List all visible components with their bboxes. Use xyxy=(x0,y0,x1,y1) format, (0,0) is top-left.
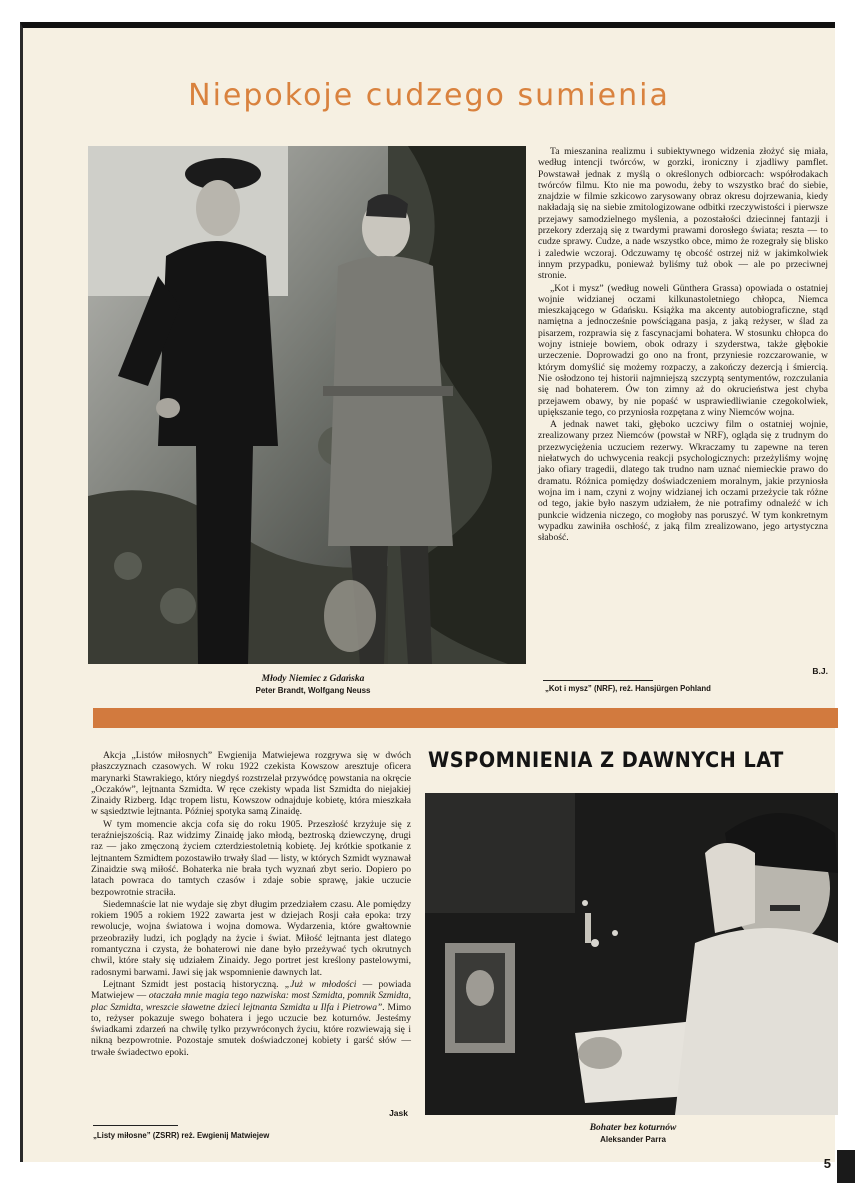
credit-divider-bottom xyxy=(93,1125,178,1126)
paragraph-last: Lejtnant Szmidt jest postacią historyczną. „Już w młodości — powiada Matwiejew — otaczała mnie magia tego nazwiska: most Szmidta, pomnik Szmidta, plac Szmidta, wreszcie sławetne dzieci lejtnanta Szmidta u Ilfa i Pietrowa”. Mimo to, reżyser pokazuje swego bohatera i jego uczucie bez koturnów. Jesteśmy świadkami zdarzeń na chwilę tylko przywróconych życiu, które rozwiewają się i nikną bezpowrotnie. Pozostaje smutek doświadczonej kobiety i garść słów — trwałe świadectwo epoki. xyxy=(91,978,412,1058)
photo-caption-credit: Peter Brandt, Wolfgang Neuss xyxy=(255,685,371,695)
scan-edge xyxy=(837,1150,855,1183)
film-credit-bottom: „Listy miłosne” (ZSRR) reż. Ewgienij Matwiejew xyxy=(93,1131,270,1140)
photo-caption-credit: Aleksander Parra xyxy=(600,1134,666,1144)
photo-man-portrait-image xyxy=(425,793,838,1115)
photo-caption-title: Bohater bez koturnów xyxy=(589,1123,677,1133)
photo-caption-top xyxy=(193,673,433,697)
paragraph: W tym momencie akcja cofa się do roku 1905. Przeszłość krzyżuje się z teraźniejszością. Raz widzimy Zinaidę jako młodą, beztroską dziewczynę, drugi raz — jako zmęczoną życiem czterdziestoletnią kobietę. Jej krótkie spotkanie z lejtnantem Szmidtem pozostawiło trwały ślad — listy, w których Szmidt wyznawał Zinaidzie swą miłość. Bohaterka nie brała tych wyznań zbyt serio. Dopiero po latach powraca do tamtych czasów i zdaje sobie sprawę, jakie uczucie bezpowrotnie straciła. xyxy=(91,818,411,898)
page-number: 5 xyxy=(823,1156,831,1171)
paragraph: „Kot i mysz” (według noweli Günthera Grassa) opowiada o ostatniej wojnie widzianej oczami kilkunastoletniego chłopca, Niemca mieszkającego w Gdańsku. Książka ma akcenty autobiograficzne, stąd namiętna a jednocześnie powściągana pasja, z jaką reżyser, w ślad za pisarzem, rozprawia się z fascynacjami bohatera. W stosunku chłopca do wojny istnieje bowiem, obok odrazy i szyderstwa, także głębokie urzeczenie. Doprowadzi go ono na front, przyniesie rozczarowanie, w którym domyślić się możemy rozpaczy, a zakończy dezercją i śmiercią. Nie osłodzono tej historii najmniejszą szczyptą sentymentów, rozczulania się nad bohaterem. Ów ton zimny aż do okrucieństwa jest chyba przejawem obawy, by nie popaść w usprawiedliwianie czegokolwiek, upiększanie tego, co przyniosła rozpętana z winy Niemców wojna. xyxy=(538,282,828,418)
article-text-top xyxy=(538,146,828,681)
paragraph: A jednak nawet taki, głęboko uczciwy film o ostatniej wojnie, zrealizowany przez Niemców (powstał w NRF), ogląda się z trudnym do przezwyciężenia uczuciem rezerwy. Wkraczamy tu zapewne na teren niełatwych do uchwycenia reakcji psychologicznych: przeżyliśmy wojnę jako ofiary tragedii, dlatego tak trudno nam uznać niemieckie prawo do dramatu. Różnica pomiędzy doświadczeniem moralnym, jakie przyniosła wojna im i nam, czyni z wojny widzianej ich oczami przeżycie tak różne od tego, jakie było naszym udziałem, że nie potrafimy odnaleźć w ich punkcie widzenia niczego, co mogłoby nas poruszyć. W tym konkretnym wypadku zawiniła oschłość, z jaką film zrealizowano, jego artystyczna słabość. xyxy=(538,419,828,544)
photo-two-men xyxy=(88,146,526,664)
photo-caption-bottom xyxy=(503,1122,763,1146)
paragraph: Ta mieszanina realizmu i subiektywnego widzenia złożyć się miała, według intencji twórców, w gorzki, ironiczny i zjadliwy pamflet. Powstawał jednak z myślą o określonych odbiorcach: współrodakach twórców filmu. Kto nie ma powodu, żeby to wszystko brać do siebie, znajdzie w filmie szkicowo zarysowany obraz okresu dojrzewania, kiedy nakładają się na siebie zmitologizowane odbitki rzeczywistości i pierwsze przejawy samodzielnego myślenia, a pozostałości dziecinnej fantazji i przekory zderzają się z twardymi prawami dorosłego świata; reszta — to cudze sprawy. Cudze, a nade wszystko obce, mimo że rozegrały się blisko i zaledwie wczoraj. Odczuwamy tę obcość ostrzej niż w jakimkolwiek innym przypadku, ponieważ byliśmy tuż obok — ale po przeciwnej stronie. xyxy=(538,146,828,282)
article-title-bottom: WSPOMNIENIA Z DAWNYCH LAT xyxy=(428,748,784,772)
paragraph: Akcja „Listów miłosnych” Ewgienija Matwiejewa rozgrywa się w dwóch płaszczyznach czasowych. W roku 1922 czekista Kowszow aresztuje oficera marynarki Stawrakiego, który niegdyś rozstrzelał przywódcę powstania na okręcie „Oczaków”, lejtnanta Szmidta. W ręce czekisty wpada list Szmidta do niejakiej Zinaidy Rizberg. Idąc tropem listu, Kowszow odnajduje kobietę, która mieszkała w sąsiedztwie lejtnanta. Później spotyka samą Zinaidę. xyxy=(91,750,411,818)
article-title-top: Niepokoje cudzego sumienia xyxy=(188,78,670,113)
section-divider-band xyxy=(93,708,838,728)
article-text-bottom xyxy=(91,750,411,1108)
film-credit-top: „Kot i mysz” (NRF), reż. Hansjürgen Pohland xyxy=(545,684,711,693)
magazine-page xyxy=(20,22,835,1171)
author-signature-top: B.J. xyxy=(812,666,828,676)
photo-man-portrait xyxy=(425,793,838,1115)
photo-two-men-image xyxy=(88,146,526,664)
credit-divider-top xyxy=(543,680,653,681)
photo-caption-title: Młody Niemiec z Gdańska xyxy=(261,674,365,684)
paragraph: Siedemnaście lat nie wydaje się zbyt długim przedziałem czasu. Ale pomiędzy rokiem 1905 a rokiem 1922 zawarta jest w dziejach Rosji cała epoka: trzy rewolucje, wojna światowa i wojna domowa. Wydarzenia, które gwałtownie przeobraziły ludzi, ich poglądy na życie i świat. Miłość lejtnanta jest dlatego romantyczna i czysta, że bohaterowi nie dane było przeżywać tych okrutnych chwil, które stały się udziałem Zinaidy. Jego portret jest kreślony pastelowymi, radosnymi barwami. Jawi się jak wspomnienie dawnych lat. xyxy=(91,898,411,978)
author-signature-bottom: Jask xyxy=(389,1108,408,1118)
